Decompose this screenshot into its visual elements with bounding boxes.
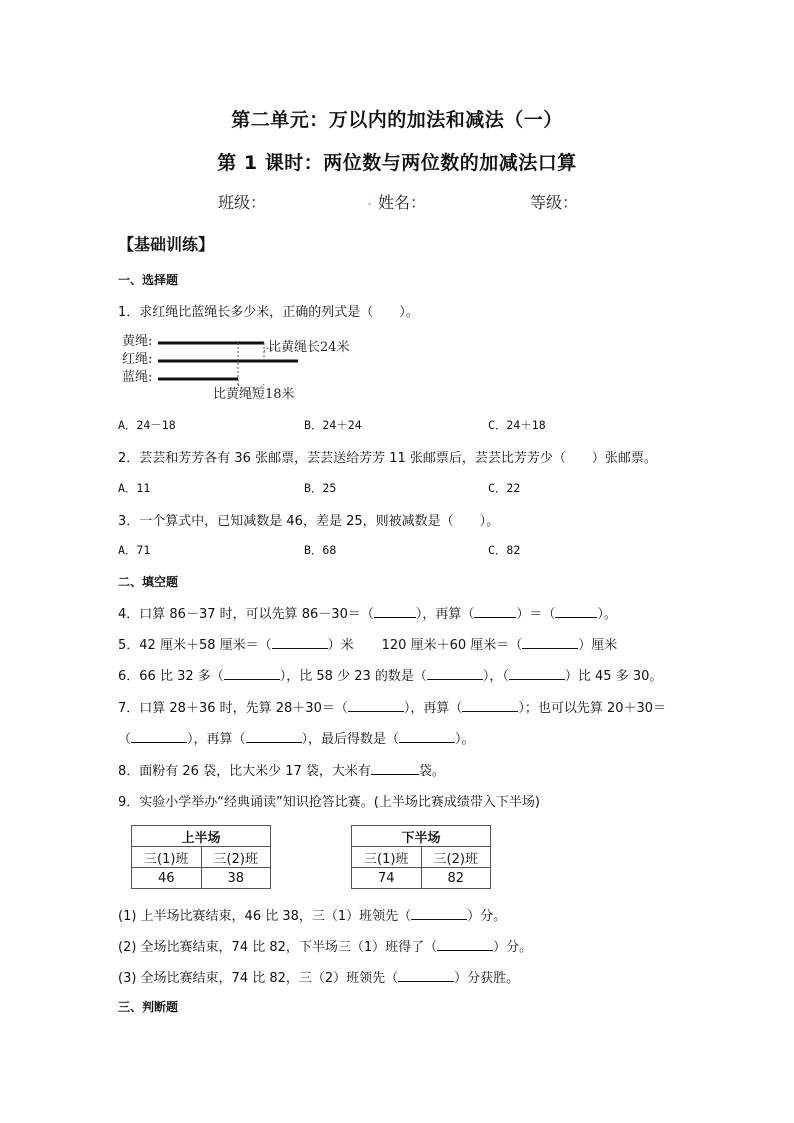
q6-text-d: ）比 45 多 30。	[564, 669, 663, 684]
first-half-title: 上半场	[132, 826, 271, 847]
q4-blank-1[interactable]	[374, 617, 416, 618]
q4-text-b: ），再算（	[415, 607, 475, 622]
q9-sub2-blank[interactable]	[437, 950, 493, 951]
q1-option-b[interactable]: B．24＋24	[304, 418, 362, 432]
question-1: 1．求红绳比蓝绳长多少米，正确的列式是（ ）。	[118, 305, 419, 320]
q6-blank-1[interactable]	[224, 679, 280, 680]
q5-text-c: 120 厘米＋60 厘米＝（	[381, 638, 523, 653]
q4-text-d: ）。	[597, 607, 617, 622]
q1-option-a[interactable]: A．24－18	[118, 418, 176, 432]
question-6	[118, 665, 662, 684]
question-2: 2．芸芸和芳芳各有 36 张邮票，芸芸送给芳芳 11 张邮票后，芸芸比芳芳少（ ）张邮票。	[118, 451, 657, 466]
q5-text-b: ）米	[327, 638, 354, 653]
q9-sub1-text-a: (1) 上半场比赛结束，46 比 38，三（1）班领先（	[118, 909, 412, 924]
q9-sub2-text-a: (2) 全场比赛结束，74 比 82，下半场三（1）班得了（	[118, 940, 438, 955]
q7-blank-5[interactable]	[399, 742, 455, 743]
red-rope-label: 红绳:	[122, 352, 153, 367]
question-9-sub-2	[118, 936, 532, 955]
q2-option-a[interactable]: A．11	[118, 481, 151, 495]
q2-option-c[interactable]: C．22	[488, 481, 521, 495]
longer-label: 比黄绳长24米	[268, 340, 350, 355]
q7-text-e: ），再算（	[187, 732, 246, 747]
q5-text-d: ）厘米	[578, 638, 618, 653]
q7-blank-1[interactable]	[348, 711, 404, 712]
q7-blank-4[interactable]	[246, 742, 302, 743]
q9-sub3-text-a: (3) 全场比赛结束，74 比 82，三（2）班领先（	[118, 971, 399, 986]
second-half-table	[351, 825, 491, 889]
shorter-label: 比黄绳短18米	[213, 387, 295, 402]
question-4	[118, 603, 617, 622]
q7-text-c: ）；也可以先算 20＋30＝	[518, 701, 667, 716]
worksheet-title-unit: 第二单元：万以内的加法和减法（一）	[231, 109, 563, 131]
q4-text-c: ）＝（	[516, 607, 556, 622]
rope-diagram	[118, 328, 378, 408]
class-label: 班级：	[218, 193, 267, 212]
name-label: 姓名：	[378, 193, 427, 212]
blue-rope-label: 蓝绳:	[122, 370, 153, 385]
q9-sub1-text-b: ）分。	[467, 909, 507, 924]
first-half-value-class2: 38	[201, 868, 271, 889]
q5-text-a: 5．42 厘米＋58 厘米＝（	[118, 638, 272, 653]
q9-sub1-blank[interactable]	[411, 919, 467, 920]
q2-option-b[interactable]: B．25	[304, 481, 337, 495]
q7-text-d: （	[118, 732, 132, 747]
q7-blank-2[interactable]	[462, 711, 518, 712]
section-choice-heading: 一、选择题	[118, 273, 179, 287]
q6-blank-3[interactable]	[509, 679, 565, 680]
first-half-header-class1: 三(1)班	[132, 847, 202, 868]
q3-option-a[interactable]: A．71	[118, 543, 151, 557]
section-fill-heading: 二、填空题	[118, 575, 179, 589]
q8-blank-1[interactable]	[371, 774, 419, 775]
q6-text-a: 6．66 比 32 多（	[118, 669, 224, 684]
q7-text-a: 7．口算 28＋36 时，先算 28＋30＝（	[118, 701, 348, 716]
q3-option-b[interactable]: B．68	[304, 543, 337, 557]
section-judge-heading: 三、判断题	[118, 1000, 179, 1014]
q3-option-c[interactable]: C．82	[488, 543, 521, 557]
second-half-header-class2: 三(2)班	[421, 847, 491, 868]
q8-text-b: 袋。	[418, 764, 445, 779]
question-7-line-1	[118, 697, 666, 716]
q6-text-c: ），（	[482, 669, 509, 684]
q7-text-g: ）。	[455, 732, 475, 747]
basic-training-heading: 【基础训练】	[118, 235, 215, 254]
q5-blank-2[interactable]	[522, 648, 578, 649]
first-half-header-class2: 三(2)班	[201, 847, 271, 868]
question-5	[118, 634, 617, 653]
q6-blank-2[interactable]	[427, 679, 483, 680]
second-half-value-class2: 82	[421, 868, 491, 889]
q7-blank-3[interactable]	[131, 742, 187, 743]
q7-text-f: ），最后得数是（	[301, 732, 400, 747]
q5-blank-1[interactable]	[272, 648, 328, 649]
q4-text-a: 4．口算 86－37 时，可以先算 86－30＝（	[118, 607, 374, 622]
first-half-table	[131, 825, 271, 889]
second-half-title: 下半场	[352, 826, 491, 847]
q9-sub2-text-b: ）分。	[493, 940, 533, 955]
grade-label: 等级：	[530, 193, 579, 212]
q9-sub3-text-b: ）分获胜。	[454, 971, 520, 986]
second-half-value-class1: 74	[352, 868, 422, 889]
question-8	[118, 760, 445, 779]
q8-text-a: 8．面粉有 26 袋，比大米少 17 袋，大米有	[118, 764, 371, 779]
first-half-value-class1: 46	[132, 868, 202, 889]
decorative-dot: .	[367, 190, 373, 209]
worksheet-title-lesson: 第 1 课时：两位数与两位数的加减法口算	[217, 152, 577, 174]
q7-text-b: ），再算（	[403, 701, 463, 716]
q9-sub3-blank[interactable]	[398, 981, 454, 982]
question-7-line-2	[118, 728, 475, 747]
q1-option-c[interactable]: C．24＋18	[488, 418, 546, 432]
q6-text-b: ），比 58 少 23 的数是（	[279, 669, 427, 684]
question-9-sub-3	[118, 967, 519, 986]
question-9-sub-1	[118, 905, 506, 924]
q4-blank-3[interactable]	[555, 617, 597, 618]
question-3: 3．一个算式中，已知减数是 46，差是 25，则被减数是（ ）。	[118, 514, 500, 529]
question-9: 9．实验小学举办“经典诵读”知识抢答比赛。(上半场比赛成绩带入下半场)	[118, 795, 540, 810]
yellow-rope-label: 黄绳:	[122, 334, 153, 349]
second-half-header-class1: 三(1)班	[352, 847, 422, 868]
q4-blank-2[interactable]	[474, 617, 516, 618]
